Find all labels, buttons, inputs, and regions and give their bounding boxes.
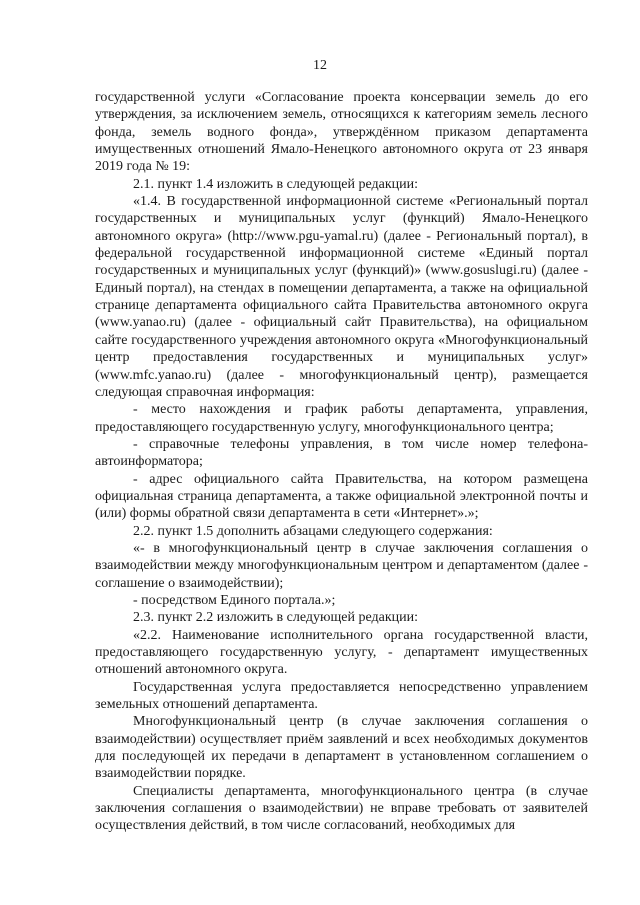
list-item-location: - место нахождения и график работы департамента, управления, предоставляющего государственную услугу, многофункционального центра; — [95, 402, 588, 435]
paragraph-service-provider: Государственная услуга предоставляется непосредственно управлением земельных отношений департамента. — [95, 679, 588, 713]
paragraph-intro: государственной услуги «Согласование проекта консервации земель до его утверждения, за исключением земель, относящихся к категориям земель лесного фонда, земель водного фонда», утверждённом приказом департамента имущественных отношений Ямало-Ненецкого автономного округа от 23 января 2019 года № 19: — [95, 90, 588, 175]
paragraph-mfc-role: Многофункциональный центр (в случае заключения соглашения о взаимодействии) осуществляет приём заявлений и всех необходимых документов для последующей их передачи в департамент в установленном соглашением о взаимодействии порядке. — [95, 714, 588, 782]
paragraph-2-2: 2.2. пункт 1.5 дополнить абзацами следующего содержания: — [133, 523, 493, 539]
paragraph-2-3: 2.3. пункт 2.2 изложить в следующей редакции: — [133, 610, 418, 626]
paragraph-2-2-name: «2.2. Наименование исполнительного органа государственной власти, предоставляющего государственную услугу, - департамент имущественных отношений автономного округа. — [95, 627, 588, 678]
page-number: 12 — [313, 58, 327, 73]
document-body — [95, 89, 588, 835]
list-item-unified-portal: - посредством Единого портала.»; — [133, 592, 336, 608]
paragraph-specialists: Специалисты департамента, многофункционального центра (в случае заключения соглашения о взаимодействии) не вправе требовать от заявителей осуществления действий, в том числе согласований, необходимых для — [95, 783, 588, 834]
paragraph-1-4: «1.4. В государственной информационной системе «Региональный портал государственных и муниципальных услуг (функций) Ямало-Ненецкого автономного округа» (http://www.pgu-yamal.ru) (далее - Региональный портал), в федеральной государственной информационной системе «Единый портал государственных и муниципальных услуг (функций)» (www.gosuslugi.ru) (далее - Единый портал), на стендах в помещении департамента, а также на официальной странице департамента официального сайта Правительства автономного округа (www.yanao.ru) (далее - официальный сайт Правительства), на официальном сайте государственного учреждения автономного округа «Многофункциональный центр предоставления государственных и муниципальных услуг» (www.mfc.yanao.ru) (далее - многофункциональный центр), размещается следующая справочная информация: — [95, 194, 588, 400]
paragraph-2-1: 2.1. пункт 1.4 изложить в следующей редакции: — [133, 176, 418, 192]
list-item-mfc: «- в многофункциональный центр в случае заключения соглашения о взаимодействии между многофункциональным центром и департаментом (далее - соглашение о взаимодействии); — [95, 540, 588, 591]
list-item-website: - адрес официального сайта Правительства, на котором размещена официальная страница департамента, а также официальной электронной почты и (или) формы обратной связи департамента в сети «Интернет».»; — [95, 471, 588, 522]
list-item-phones: - справочные телефоны управления, в том числе номер телефона-автоинформатора; — [95, 436, 588, 470]
